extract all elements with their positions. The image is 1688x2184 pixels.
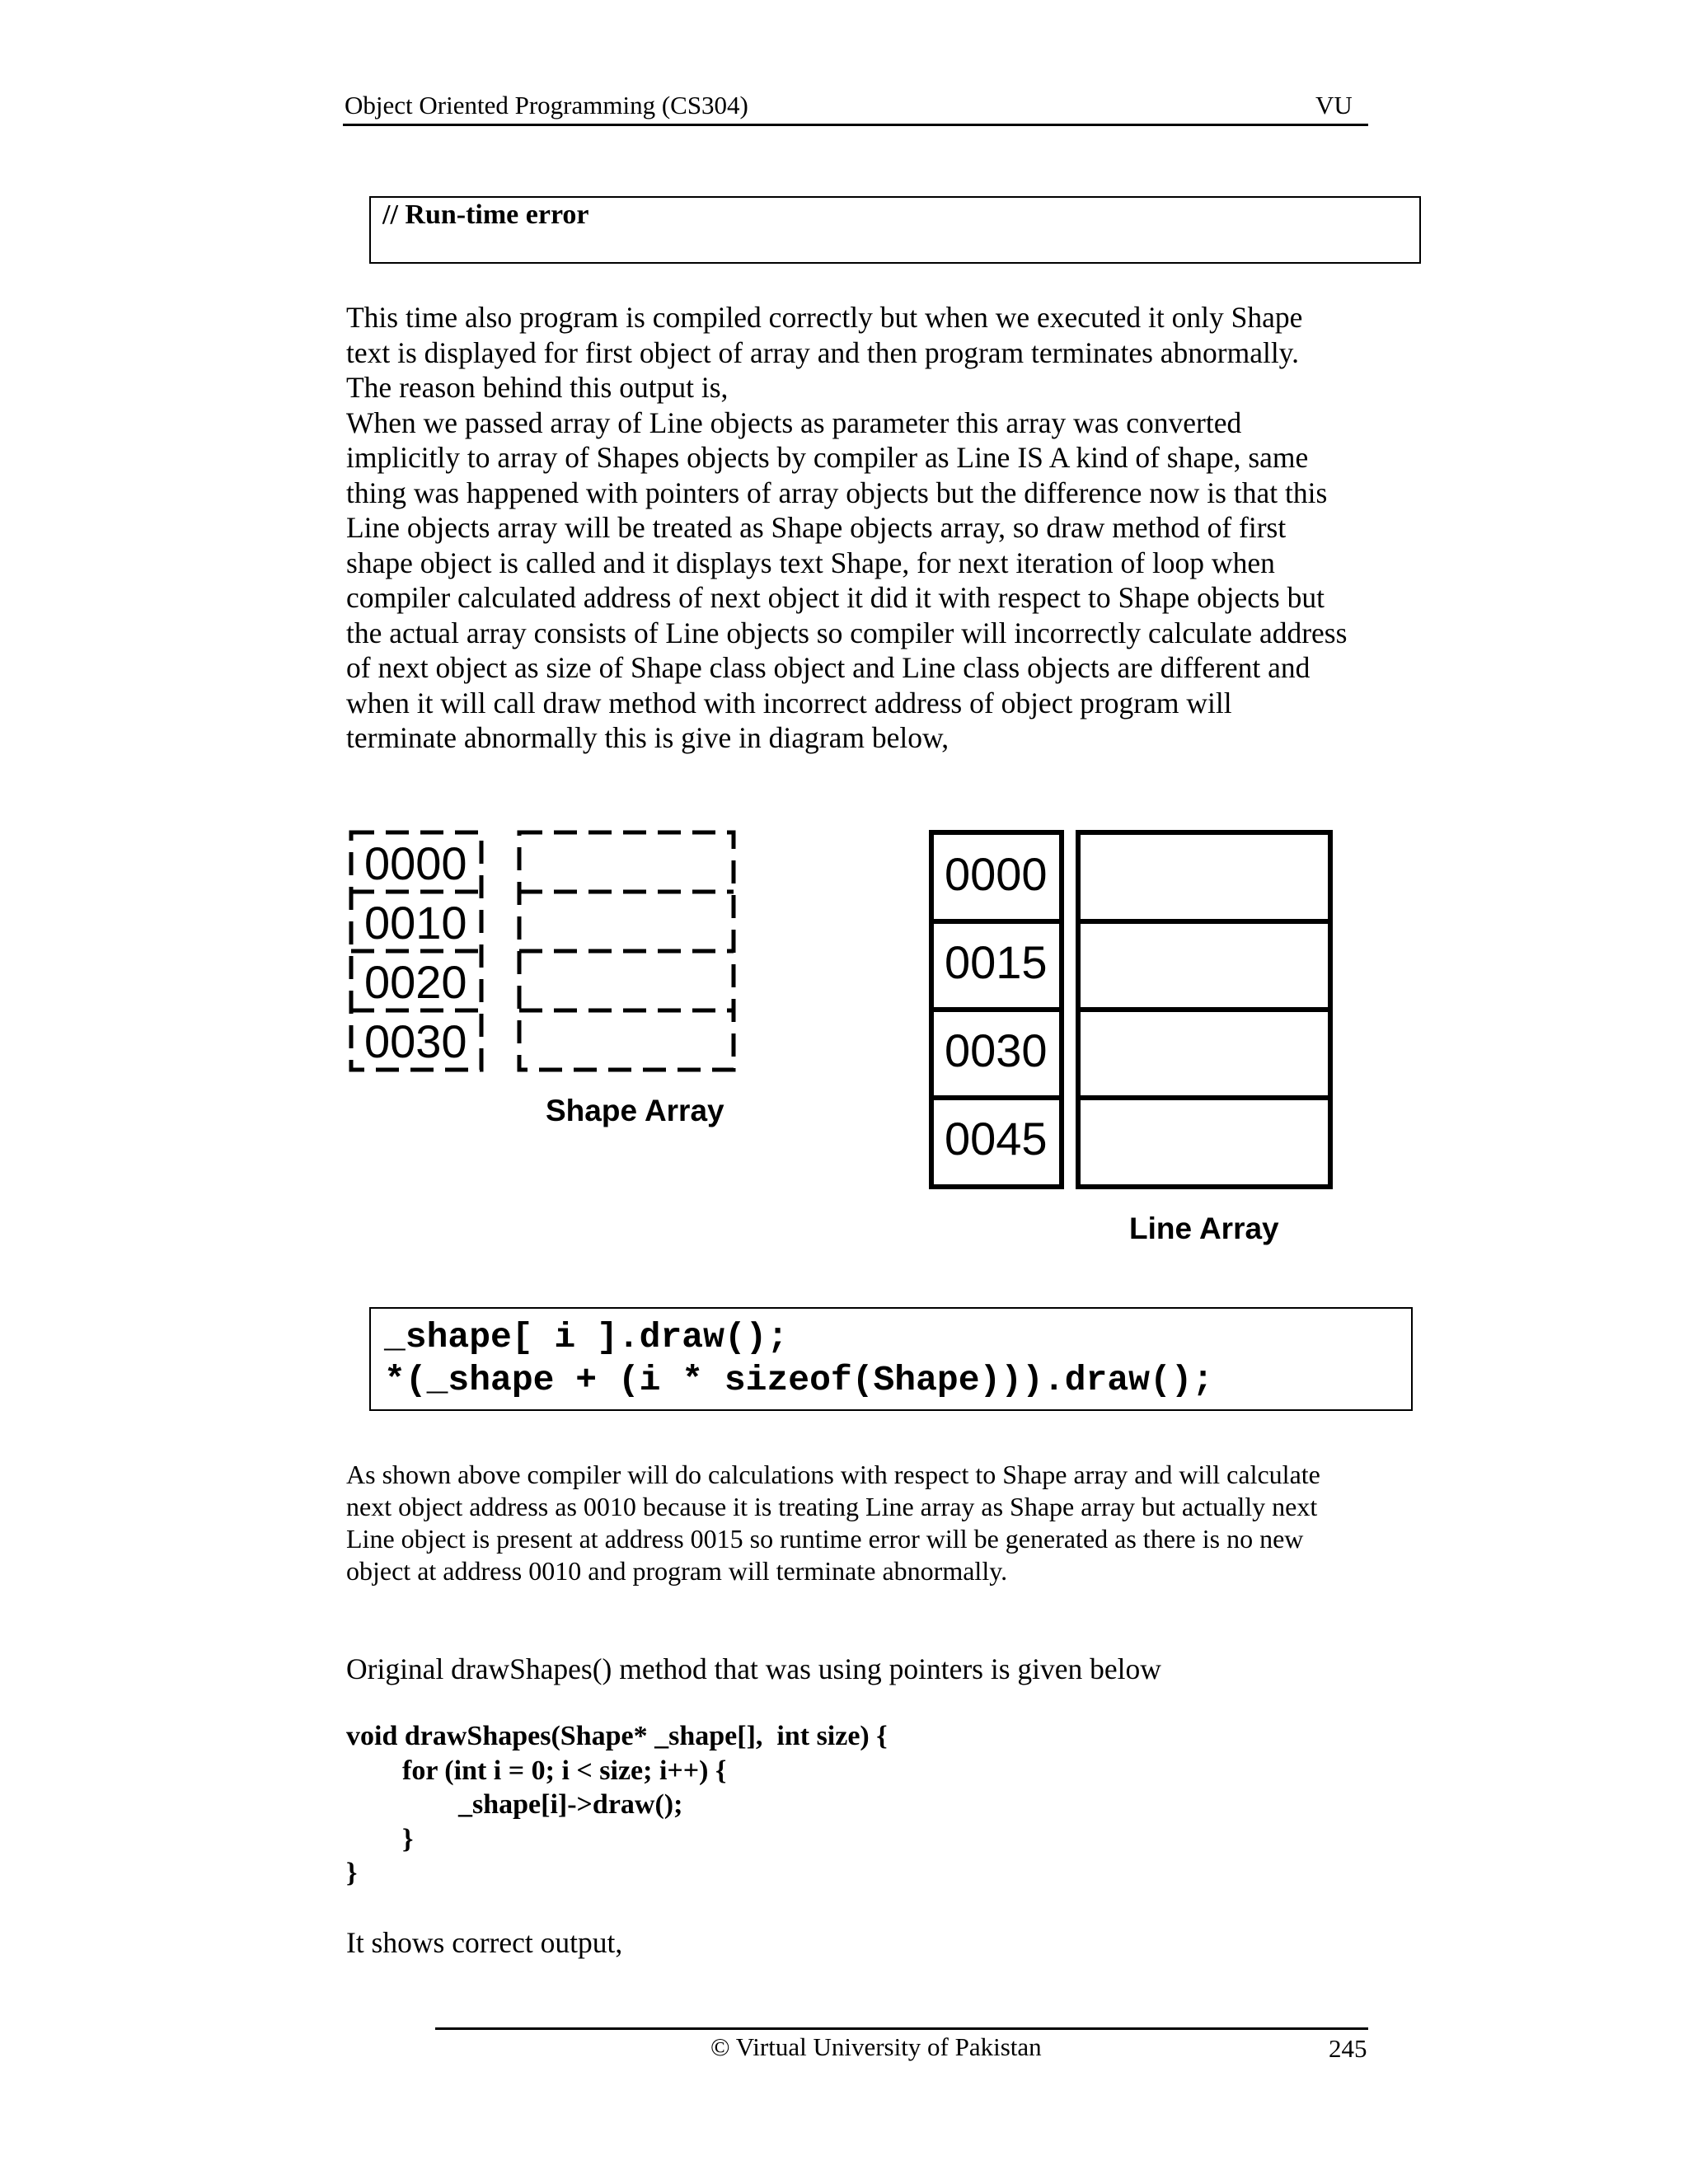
- code-line: void drawShapes(Shape* _shape[], int size) {: [346, 1721, 888, 1751]
- paragraph-line: This time also program is compiled correctly but when we executed it only Shape: [346, 301, 1303, 334]
- explanation-paragraph: [346, 300, 1409, 756]
- footer-copyright: © Virtual University of Pakistan: [710, 2032, 1042, 2061]
- code-line: _shape[i]->draw();: [346, 1789, 683, 1820]
- footer-divider: [435, 2027, 1368, 2030]
- shape-address-1: 0010: [364, 897, 467, 949]
- draw-shapes-code-listing: [346, 1719, 888, 1891]
- code-line: }: [346, 1858, 358, 1888]
- line-array-data-column: [1078, 832, 1330, 1187]
- paragraph-line: next object address as 0010 because it is treating Line array as Shape array but actually next: [346, 1492, 1318, 1521]
- shape-address-3: 0030: [364, 1015, 467, 1067]
- header-institution: VU: [1315, 91, 1353, 120]
- paragraph-line: of next object as size of Shape class object and Line class objects are different and: [346, 651, 1311, 684]
- code-line-pointer-arithmetic: *(_shape + (i * sizeof(Shape))).draw();: [384, 1360, 1214, 1400]
- paragraph-line: text is displayed for first object of array and then program terminates abnormally.: [346, 335, 1300, 369]
- code-line: }: [346, 1823, 414, 1854]
- code-intro-text: Original drawShapes() method that was using pointers is given below: [346, 1652, 1161, 1685]
- line-address-2: 0030: [945, 1024, 1048, 1076]
- paragraph-line: The reason behind this output is,: [346, 371, 729, 404]
- calculation-explanation: [346, 1459, 1409, 1587]
- line-address-3: 0045: [945, 1113, 1048, 1165]
- code-box-address-calculation: [369, 1307, 1413, 1411]
- memory-diagram-svg: [338, 816, 1368, 1277]
- paragraph-line: thing was happened with pointers of array objects but the difference now is that this: [346, 476, 1328, 509]
- paragraph-line: When we passed array of Line objects as parameter this array was converted: [346, 405, 1242, 439]
- paragraph-line: object at address 0010 and program will terminate abnormally.: [346, 1556, 1008, 1586]
- paragraph-line: terminate abnormally this is give in diagram below,: [346, 721, 950, 754]
- paragraph-line: compiler calculated address of next object it did it with respect to Shape objects but: [346, 581, 1325, 614]
- paragraph-line: As shown above compiler will do calculations with respect to Shape array and will calculate: [346, 1460, 1320, 1489]
- code-line: for (int i = 0; i < size; i++) {: [346, 1755, 727, 1786]
- line-address-1: 0015: [945, 936, 1048, 988]
- code-line-array-access: _shape[ i ].draw();: [384, 1317, 789, 1357]
- memory-layout-diagram: [338, 816, 1368, 1277]
- shape-array-label: Shape Array: [546, 1094, 724, 1127]
- line-array-label: Line Array: [1129, 1212, 1279, 1245]
- paragraph-line: the actual array consists of Line objects so compiler will incorrectly calculate address: [346, 616, 1348, 649]
- shape-array-data-column: [519, 832, 734, 1070]
- output-note: It shows correct output,: [346, 1926, 623, 1959]
- header-course-title: Object Oriented Programming (CS304): [345, 91, 748, 120]
- paragraph-line: implicitly to array of Shapes objects by compiler as Line IS A kind of shape, same: [346, 441, 1309, 474]
- paragraph-line: Line object is present at address 0015 so runtime error will be generated as there is no new: [346, 1524, 1304, 1554]
- header-divider: [343, 124, 1368, 126]
- paragraph-line: shape object is called and it displays text Shape, for next iteration of loop when: [346, 546, 1275, 579]
- page-number: 245: [1329, 2034, 1367, 2063]
- shape-address-0: 0000: [364, 837, 467, 889]
- paragraph-line: Line objects array will be treated as Shape objects array, so draw method of first: [346, 511, 1287, 544]
- code-box-runtime-error: [369, 196, 1421, 264]
- shape-address-2: 0020: [364, 956, 467, 1008]
- code-comment: // Run-time error: [382, 199, 589, 230]
- line-address-0: 0000: [945, 848, 1048, 900]
- paragraph-line: when it will call draw method with incorrect address of object program will: [346, 686, 1232, 719]
